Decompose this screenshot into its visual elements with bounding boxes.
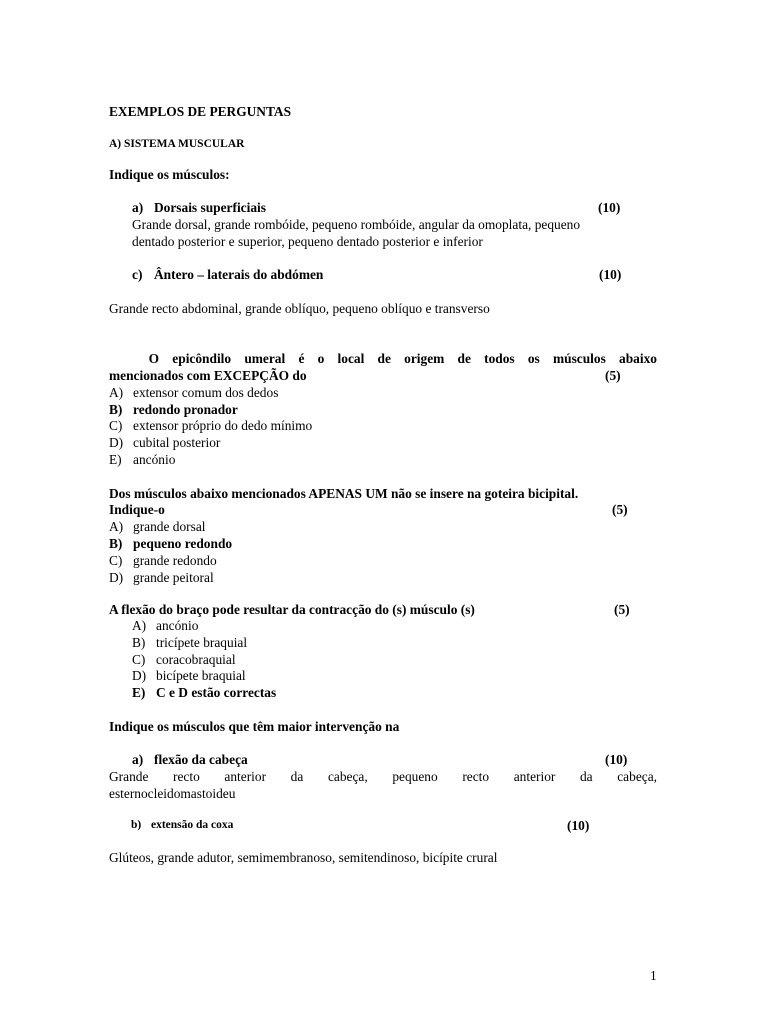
question-3-option-d: D) grande peitoral bbox=[109, 570, 214, 585]
question-4-option-b: B) tricípete braquial bbox=[132, 635, 248, 650]
page-number: 1 bbox=[650, 968, 657, 983]
question-4-option-d: D) bicípete braquial bbox=[132, 668, 246, 683]
question-4-line-1: A flexão do braço pode resultar da contracção do (s) músculo (s) bbox=[109, 602, 475, 617]
question-5-prompt: Indique os músculos que têm maior intervenção na bbox=[109, 719, 400, 734]
question-3-option-a: A) grande dorsal bbox=[109, 519, 206, 534]
question-5b-heading bbox=[131, 817, 233, 834]
question-2-line-1 bbox=[109, 350, 657, 367]
question-4-option-c: C) coracobraquial bbox=[132, 652, 236, 667]
question-5b-label: b) bbox=[131, 819, 142, 831]
question-5a-heading bbox=[132, 751, 248, 768]
question-4-option-a: A) ancónio bbox=[132, 618, 199, 633]
document-title: EXEMPLOS DE PERGUNTAS bbox=[109, 104, 292, 119]
question-5a-answer-line-2: esternocleidomastoideu bbox=[109, 786, 236, 801]
question-1c-points: (10) bbox=[599, 267, 622, 282]
question-1a-text: Dorsais superficiais bbox=[154, 200, 266, 215]
question-4-points: (5) bbox=[614, 602, 630, 617]
question-1a-points: (10) bbox=[598, 200, 621, 215]
question-5b-text: extensão da coxa bbox=[151, 819, 234, 831]
question-3-option-c: C) grande redondo bbox=[109, 553, 217, 568]
question-5a-label: a) bbox=[132, 752, 144, 767]
question-1c-heading bbox=[132, 266, 323, 283]
question-2-option-c: C) extensor próprio do dedo mínimo bbox=[109, 418, 313, 433]
question-1c-label: c) bbox=[132, 267, 143, 282]
question-2-option-b: B) redondo pronador bbox=[109, 402, 238, 417]
question-2-option-a: A) extensor comum dos dedos bbox=[109, 385, 279, 400]
question-2-option-d: D) cubital posterior bbox=[109, 435, 221, 450]
question-3-points: (5) bbox=[612, 502, 628, 517]
question-1c-answer: Grande recto abdominal, grande oblíquo, pequeno oblíquo e transverso bbox=[109, 301, 490, 316]
question-2-line-1-text: O epicôndilo umeral é o local de origem de todos os músculos abaixo bbox=[148, 351, 657, 366]
question-1-prompt: Indique os músculos: bbox=[109, 167, 230, 182]
question-1a-label: a) bbox=[132, 200, 144, 215]
question-3-line-2: Indique-o bbox=[109, 502, 165, 517]
question-3-option-b: B) pequeno redondo bbox=[109, 536, 233, 551]
question-5a-answer-line-1: Grande recto anterior da cabeça, pequeno recto anterior da cabeça, bbox=[109, 769, 657, 784]
question-1c-text: Ântero – laterais do abdómen bbox=[154, 267, 324, 282]
question-2-line-2: mencionados com EXCEPÇÃO do bbox=[109, 368, 307, 383]
question-2-points: (5) bbox=[605, 368, 621, 383]
question-5b-points: (10) bbox=[567, 818, 590, 833]
question-5a-points: (10) bbox=[605, 752, 628, 767]
section-heading: A) SISTEMA MUSCULAR bbox=[109, 138, 245, 150]
question-1a-answer-line-2: dentado posterior e superior, pequeno dentado posterior e inferior bbox=[132, 234, 483, 249]
question-2-option-e: E) ancónio bbox=[109, 452, 176, 467]
question-5a-text: flexão da cabeça bbox=[154, 752, 248, 767]
question-4-option-e: E) C e D estão correctas bbox=[132, 685, 277, 700]
question-3-line-1: Dos músculos abaixo mencionados APENAS UM não se insere na goteira bicipital. bbox=[109, 486, 579, 501]
question-5b-answer: Glúteos, grande adutor, semimembranoso, semitendinoso, bicípite crural bbox=[109, 850, 498, 865]
question-1a-answer-line-1: Grande dorsal, grande rombóide, pequeno rombóide, angular da omoplata, pequeno bbox=[132, 217, 581, 232]
question-1a-heading bbox=[132, 199, 266, 216]
